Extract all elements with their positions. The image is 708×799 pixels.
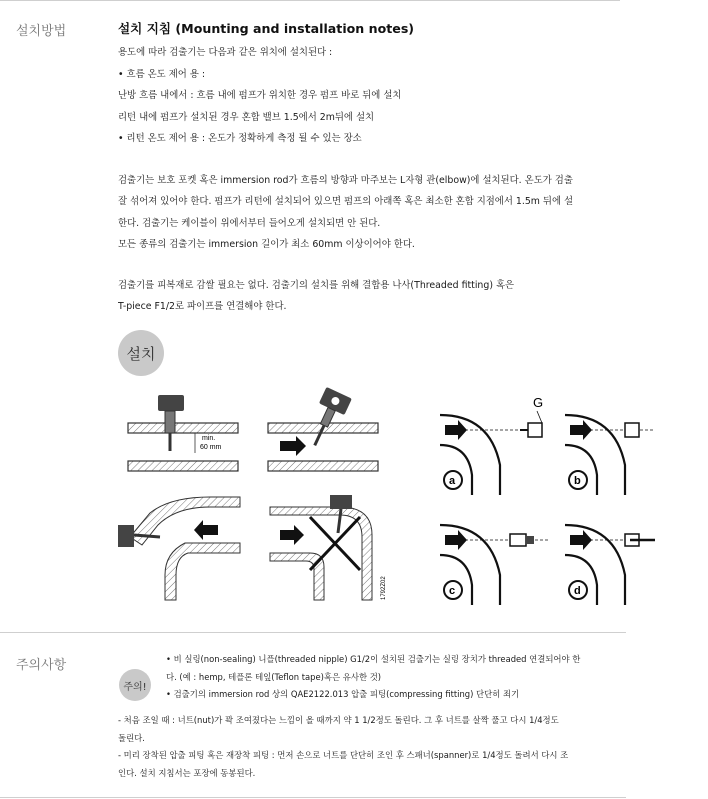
install-badge: 설치 xyxy=(118,330,164,376)
caution-tips xyxy=(118,712,702,782)
tip-line: - 처음 조일 때 : 너트(nut)가 꽉 조여졌다는 느낌이 올 때까지 약 1 1/2정도 돌린다. 그 후 너트를 살짝 풀고 다시 1/4정도 xyxy=(118,715,559,725)
figure-code: 1792Z02 xyxy=(381,576,387,600)
paragraph-line: 용도에 따라 검출기는 다음과 같은 위치에 설치된다 : xyxy=(118,47,333,58)
caution-badge: 주의! xyxy=(119,669,151,701)
min-label: min. xyxy=(202,435,216,442)
note-line: • 비 실링(non-sealing) 니플(threaded nipple) G1/2이 설치된 검출기는 실링 장치가 threaded 연결되어야 한 xyxy=(166,654,581,664)
paragraph-line: • 흐름 온도 제어 용 : xyxy=(118,68,205,80)
elbow-d xyxy=(565,525,655,605)
paragraph-line: 모든 종류의 검출기는 immersion 길이가 최소 60mm 이상이어야 한다. xyxy=(118,239,415,250)
elbow-wrong-position xyxy=(270,495,387,600)
g-label: G xyxy=(533,395,544,410)
label-b: b xyxy=(574,475,581,487)
mm-label: 60 mm xyxy=(200,444,222,451)
install-section xyxy=(118,18,702,318)
note-line: 다. (예 : hemp, 테플론 테잎(Teflon tape)혹은 유사한 것) xyxy=(166,671,382,682)
paragraph-line: 검출기는 보호 포켓 혹은 immersion rod가 흐름의 방향과 마주보는 L자형 관(elbow)에 설치된다. 온도가 검출 xyxy=(118,174,573,186)
label-c: c xyxy=(449,585,456,597)
top-divider xyxy=(0,0,620,1)
paragraph-line: • 리턴 온도 제어 용 : 온도가 정확하게 측정 될 수 있는 장소 xyxy=(118,133,362,144)
elbow-b xyxy=(565,415,655,495)
paragraph-line: 검출기를 피복재로 감쌀 필요는 없다. 검출기의 설치를 위해 결합용 나사(Threaded fitting) 혹은 xyxy=(118,279,515,291)
tip-line: - 미리 장착된 압출 피팅 혹은 재장착 피팅 : 먼저 손으로 너트를 단단히 조인 후 스패너(spanner)로 1/4정도 돌려서 다시 조 xyxy=(118,750,569,760)
section-divider xyxy=(0,632,626,633)
elbow-c xyxy=(440,525,550,605)
paragraph-line: T-piece F1/2로 파이프를 연결해야 한다. xyxy=(118,301,287,312)
section-title: 설치 지침 (Mounting and installation notes) xyxy=(118,21,415,36)
bottom-divider xyxy=(0,797,626,798)
note-line: • 검출기의 immersion rod 상의 QAE2122.013 압출 피팅(compressing fitting) 단단히 죄기 xyxy=(166,689,520,699)
paragraph-line: 리턴 내에 펌프가 설치된 경우 혼합 밸브 1.5에서 2m뒤에 설치 xyxy=(118,111,375,123)
installation-diagram xyxy=(110,385,655,613)
tip-line: 돌린다. xyxy=(118,732,145,743)
paragraph-line: 잘 섞어져 있어야 한다. 펌프가 리턴에 설치되어 있으면 펌프의 아래쪽 혹은 최소한 혼합 지점에서 1.5m 뒤에 설 xyxy=(118,196,574,207)
paragraph-line: 난방 흐름 내에서 : 흐름 내에 펌프가 위치한 경우 펌프 바로 뒤에 설치 xyxy=(118,90,402,101)
elbow-a xyxy=(440,415,542,495)
caution-notes xyxy=(166,651,702,704)
label-d: d xyxy=(574,585,581,597)
pipe-angled-sensor xyxy=(268,387,378,471)
section-label-install: 설치방법 xyxy=(16,24,67,39)
pipe-straight-sensor xyxy=(128,395,238,471)
tip-line: 인다. 설치 지침서는 포장에 동봉된다. xyxy=(118,767,256,778)
section-label-caution: 주의사항 xyxy=(16,658,67,673)
paragraph-line: 한다. 검출기는 케이블이 위에서부터 들어오게 설치되면 안 된다. xyxy=(118,217,381,229)
elbow-sensor xyxy=(118,497,240,600)
label-a: a xyxy=(449,475,456,487)
